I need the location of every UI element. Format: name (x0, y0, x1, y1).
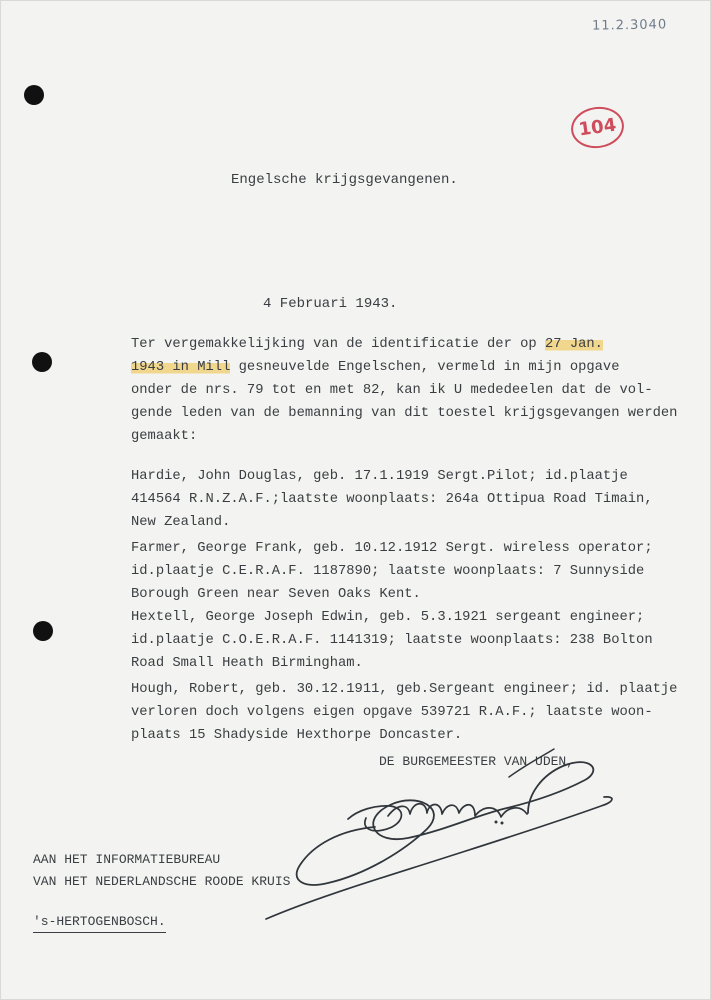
prisoner-entry-hardie: Hardie, John Douglas, geb. 17.1.1919 Sergt.Pilot; id.plaatje 414564 R.N.Z.A.F.;laatste woonplaats: 264a Ottipua Road Timain, New Zealand. (131, 469, 653, 530)
red-number-stamp: 104 (568, 104, 626, 152)
intro-text-part1: Ter vergemakkelijking van de identificatie der op (131, 337, 545, 352)
archive-pencil-note: 11.2.3040 (591, 17, 668, 34)
signatory-title: DE BURGEMEESTER VAN UDEN, (379, 754, 575, 769)
punch-hole-bottom (33, 621, 53, 641)
punch-hole-middle (32, 352, 52, 372)
prisoner-entry-farmer: Farmer, George Frank, geb. 10.12.1912 Sergt. wireless operator; id.plaatje C.E.R.A.F. 1187890; laatste woonplaats: 7 Sunnyside Borough Green near Seven Oaks Kent. (131, 541, 653, 602)
recipient-city: 's-HERTOGENBOSCH. (33, 914, 166, 929)
highlighted-year-place: 1943 in Mill (131, 360, 231, 375)
document-heading: Engelsche krijgsgevangenen. (231, 172, 458, 188)
recipient-address-line-2: VAN HET NEDERLANDSCHE ROODE KRUIS (33, 874, 291, 889)
handwritten-signature (245, 735, 625, 915)
punch-hole-top (24, 85, 44, 105)
intro-text-part2: gesneuvelde Engelschen, vermeld in mijn opgave onder de nrs. 79 tot en met 82, kan ik U mededeelen dat de vol- gende leden van de bemanning van dit toestel krijgsgevangen werden gemaakt: (131, 360, 678, 444)
prisoner-entry-hextell: Hextell, George Joseph Edwin, geb. 5.3.1921 sergeant engineer; id.plaatje C.O.E.R.A.F. 1141319; laatste woonplaats: 238 Bolton Road Small Heath Birmingham. (131, 610, 653, 671)
intro-paragraph (131, 333, 708, 448)
document-date: 4 Februari 1943. (263, 296, 398, 312)
prisoner-entry-hough: Hough, Robert, geb. 30.12.1911, geb.Sergeant engineer; id. plaatje verloren doch volgens eigen opgave 539721 R.A.F.; laatste woon- plaats 15 Shadyside Hexthorpe Doncaster. (131, 682, 678, 743)
recipient-address-line-1: AAN HET INFORMATIEBUREAU (33, 852, 221, 867)
recipient-address (33, 849, 290, 893)
highlighted-date: 27 Jan. (544, 337, 603, 352)
